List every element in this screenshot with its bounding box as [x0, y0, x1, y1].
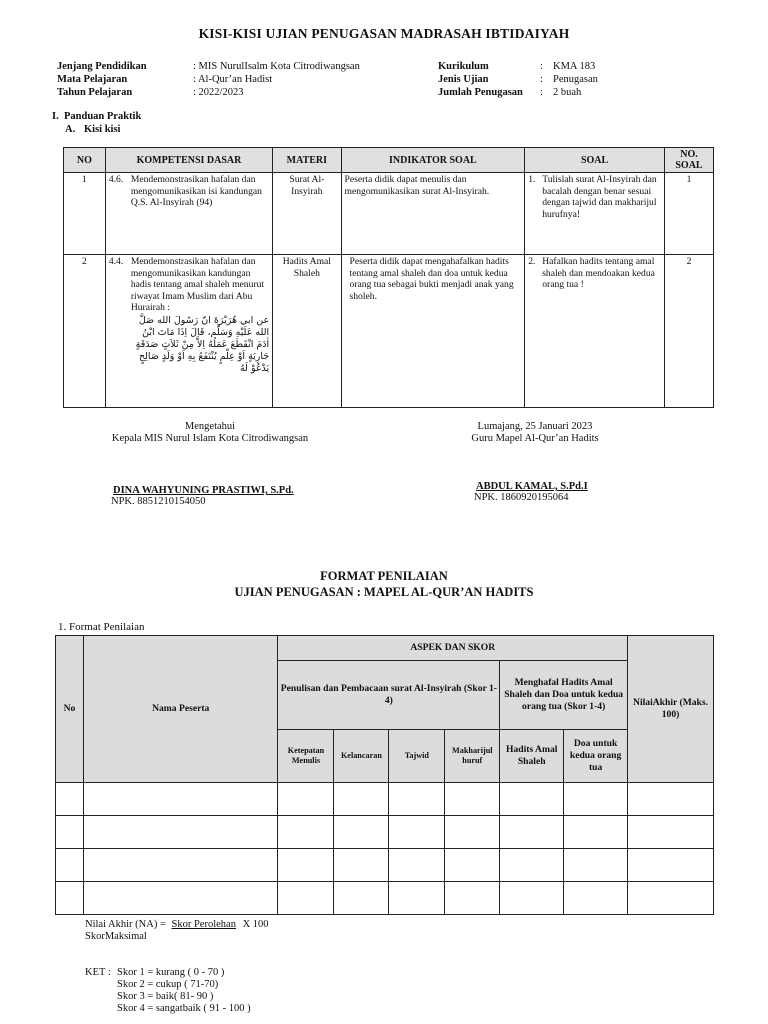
column-header-no-soal: NO. SOAL	[664, 148, 713, 173]
empty-cell	[500, 849, 564, 882]
header-nilai-akhir: NilaiAkhir (Maks. 100)	[628, 636, 714, 783]
empty-cell	[334, 816, 389, 849]
info-colon: :	[540, 61, 543, 72]
formula-denominator: SkorMaksimal	[85, 931, 147, 942]
info-value: : Al-Qur’an Hadist	[193, 74, 273, 85]
column-header-materi: MATERI	[273, 148, 341, 173]
empty-cell	[500, 882, 564, 915]
signer-name: ABDUL KAMAL, S.Pd.I	[476, 481, 588, 492]
header-aspek-skor: ASPEK DAN SKOR	[278, 636, 628, 661]
info-label: Jumlah Penugasan	[438, 87, 523, 98]
kd-text: Mendemonstrasikan hafalan dan mengomunikasikan isi kandungan Q.S. Al-Insyirah (94)	[130, 174, 262, 208]
table-row	[56, 849, 714, 882]
empty-cell	[628, 882, 714, 915]
empty-cell	[389, 882, 445, 915]
document-title: KISI-KISI UJIAN PENUGASAN MADRASAH IBTIDAIYAH	[198, 26, 570, 41]
empty-cell	[564, 783, 628, 816]
empty-cell	[389, 816, 445, 849]
table-row	[56, 783, 714, 816]
header-makharijul-huruf: Makharijul huruf	[445, 730, 500, 783]
empty-cell	[56, 882, 84, 915]
info-label: Kurikulum	[438, 61, 489, 72]
kd-text: Mendemonstrasikan hafalan dan mengomunikasikan kandungan hadis tentang amal shaleh menurut riwayat Imam Muslim dari Abu Hurairah :	[130, 256, 265, 313]
empty-cell	[628, 849, 714, 882]
formula-numerator: Skor Perolehan	[171, 919, 236, 930]
soal-number: 1.	[528, 174, 536, 185]
info-left	[57, 60, 360, 99]
hadith-arabic-text: عن ابي هُرَيْرَةَ انّ رَسُولَ الله صَلَّ الله عَلَيْهِ وَسَلَّم، قَالَ اِذَا مَاتَ ابْنُ اٰدَمَ انْقَطَعَ عَمَلُهُ اِلاَّ مِنْ ثَلاَثٍ صَدَقَةٍ جَارِيَةٍ اَوْ عِلْمٍ يُنْتَفَعُ بِهِ اَوْ وَلَدٍ صَالِحٍ يَدْعُوْ لَهُ	[135, 314, 270, 374]
cell-materi: Hadits Amal Shaleh	[273, 255, 341, 408]
section-title: Panduan Praktik	[64, 111, 142, 122]
cell-kompetensi	[105, 173, 272, 255]
header-nama-peserta: Nama Peserta	[83, 636, 278, 783]
table-header-row	[64, 148, 714, 173]
formula-times: X 100	[242, 919, 269, 930]
subsection-heading	[65, 124, 120, 135]
sig-right-line1: Lumajang, 25 Januari 2023	[477, 421, 593, 432]
header-group-hadits: Menghafal Hadits Amal Shaleh dan Doa untuk kedua orang tua (Skor 1-4)	[500, 661, 628, 730]
info-label: Tahun Pelajaran	[57, 87, 133, 98]
cell-no: 1	[64, 173, 106, 255]
info-value: : 2022/2023	[193, 87, 244, 98]
header-doa-orang-tua: Doa untuk kedua orang tua	[564, 730, 628, 783]
empty-cell	[500, 816, 564, 849]
soal-text: Hafalkan hadits tentang amal shaleh dan mendoakan kedua orang tua !	[542, 256, 655, 290]
empty-cell	[56, 849, 84, 882]
signer-npk: NPK. 8851210154050	[111, 496, 206, 507]
empty-cell	[389, 849, 445, 882]
ket-list	[117, 967, 251, 1015]
cell-materi: Surat Al-Insyirah	[273, 173, 341, 255]
empty-cell	[445, 783, 500, 816]
ket-label: KET :	[85, 967, 111, 978]
empty-cell	[334, 783, 389, 816]
info-value: : MIS NurulIsalm Kota Citrodiwangsan	[193, 61, 360, 72]
info-colon: :	[540, 87, 543, 98]
empty-cell	[564, 849, 628, 882]
empty-cell	[83, 783, 278, 816]
section-heading	[52, 111, 141, 122]
indikator-text: Peserta didik dapat mengahafalkan hadits tentang amal shaleh dan doa untuk kedua orang tua sebagai bukti menjadi anak yang sholeh.	[349, 256, 514, 302]
soal-number: 2.	[528, 256, 536, 267]
column-header-indikator: INDIKATOR SOAL	[341, 148, 525, 173]
info-value: Penugasan	[553, 74, 598, 85]
ket-item: Skor 2 = cukup ( 71-70)	[117, 979, 219, 990]
empty-cell	[334, 882, 389, 915]
cell-no-soal: 1	[664, 173, 713, 255]
empty-cell	[278, 783, 334, 816]
header-kelancaran: Kelancaran	[334, 730, 389, 783]
kd-number: 4.4.	[108, 256, 124, 267]
header-no: No	[56, 636, 84, 783]
kisi-kisi-table	[63, 147, 714, 408]
empty-cell	[445, 849, 500, 882]
empty-cell	[56, 783, 84, 816]
column-header-soal: SOAL	[525, 148, 665, 173]
format-title: FORMAT PENILAIAN	[320, 569, 448, 583]
info-right	[438, 60, 598, 99]
column-header-no: NO	[64, 148, 106, 173]
signature-right	[476, 481, 588, 503]
signature-left	[113, 485, 294, 507]
signature-left-heading	[95, 421, 325, 445]
subsection-title: Kisi kisi	[84, 124, 121, 135]
cell-kompetensi	[105, 255, 272, 408]
empty-cell	[445, 816, 500, 849]
formula	[85, 919, 269, 931]
ket-item: Skor 4 = sangatbaik ( 91 - 100 )	[117, 1003, 251, 1014]
sig-left-line2: Kepala MIS Nurul Islam Kota Citrodiwangsan	[111, 433, 309, 444]
format-subhead: 1. Format Penilaian	[58, 621, 145, 633]
signature-right-heading	[430, 421, 640, 445]
empty-cell	[628, 816, 714, 849]
empty-cell	[564, 816, 628, 849]
empty-cell	[564, 882, 628, 915]
empty-cell	[278, 816, 334, 849]
empty-cell	[500, 783, 564, 816]
empty-cell	[628, 783, 714, 816]
info-colon: :	[540, 74, 543, 85]
penilaian-table	[55, 635, 714, 915]
table-row	[64, 173, 714, 255]
kd-number: 4.6.	[108, 174, 124, 185]
empty-cell	[83, 882, 278, 915]
empty-cell	[278, 849, 334, 882]
table-row	[56, 816, 714, 849]
formula-prefix: Nilai Akhir (NA) =	[85, 919, 166, 930]
ket-item: Skor 3 = baik( 81- 90 )	[117, 991, 214, 1002]
subsection-letter: A.	[65, 124, 76, 135]
format-subtitle: UJIAN PENUGASAN : MAPEL AL-QUR’AN HADITS	[234, 585, 534, 599]
cell-indikator: Peserta didik dapat menulis dan mengomunikasikan surat Al-Insyirah.	[341, 173, 525, 255]
sig-right-line2: Guru Mapel Al-Qur’an Hadits	[471, 433, 599, 444]
empty-cell	[334, 849, 389, 882]
empty-cell	[83, 849, 278, 882]
header-ketepatan-menulis: Ketepatan Menulis	[278, 730, 334, 783]
info-label: Jenjang Pendidikan	[57, 61, 147, 72]
cell-soal	[525, 255, 665, 408]
empty-cell	[56, 816, 84, 849]
table-row	[64, 255, 714, 408]
empty-cell	[389, 783, 445, 816]
cell-no-soal: 2	[664, 255, 713, 408]
empty-cell	[278, 882, 334, 915]
empty-cell	[445, 882, 500, 915]
table-row	[56, 882, 714, 915]
cell-soal	[525, 173, 665, 255]
sig-left-line1: Mengetahui	[184, 421, 236, 432]
header-group-penulisan: Penulisan dan Pembacaan surat Al-Insyirah (Skor 1-4)	[278, 661, 500, 730]
empty-cell	[83, 816, 278, 849]
column-header-kompetensi: KOMPETENSI DASAR	[105, 148, 272, 173]
signer-name: DINA WAHYUNING PRASTIWI, S.Pd.	[113, 485, 294, 496]
cell-no: 2	[64, 255, 106, 408]
header-hadits-amal-shaleh: Hadits Amal Shaleh	[500, 730, 564, 783]
header-tajwid: Tajwid	[389, 730, 445, 783]
signer-npk: NPK. 1860920195064	[474, 492, 569, 503]
soal-text: Tulislah surat Al-Insyirah dan bacalah dengan benar sesuai dengan tajwid dan makharijul hurufnya!	[542, 174, 657, 220]
cell-indikator	[341, 255, 525, 408]
section-roman: I.	[52, 111, 59, 122]
info-label: Mata Pelajaran	[57, 74, 128, 85]
info-value: KMA 183	[553, 61, 596, 72]
ket-item: Skor 1 = kurang ( 0 - 70 )	[117, 967, 225, 978]
info-value: 2 buah	[553, 87, 582, 98]
info-label: Jenis Ujian	[438, 74, 489, 85]
